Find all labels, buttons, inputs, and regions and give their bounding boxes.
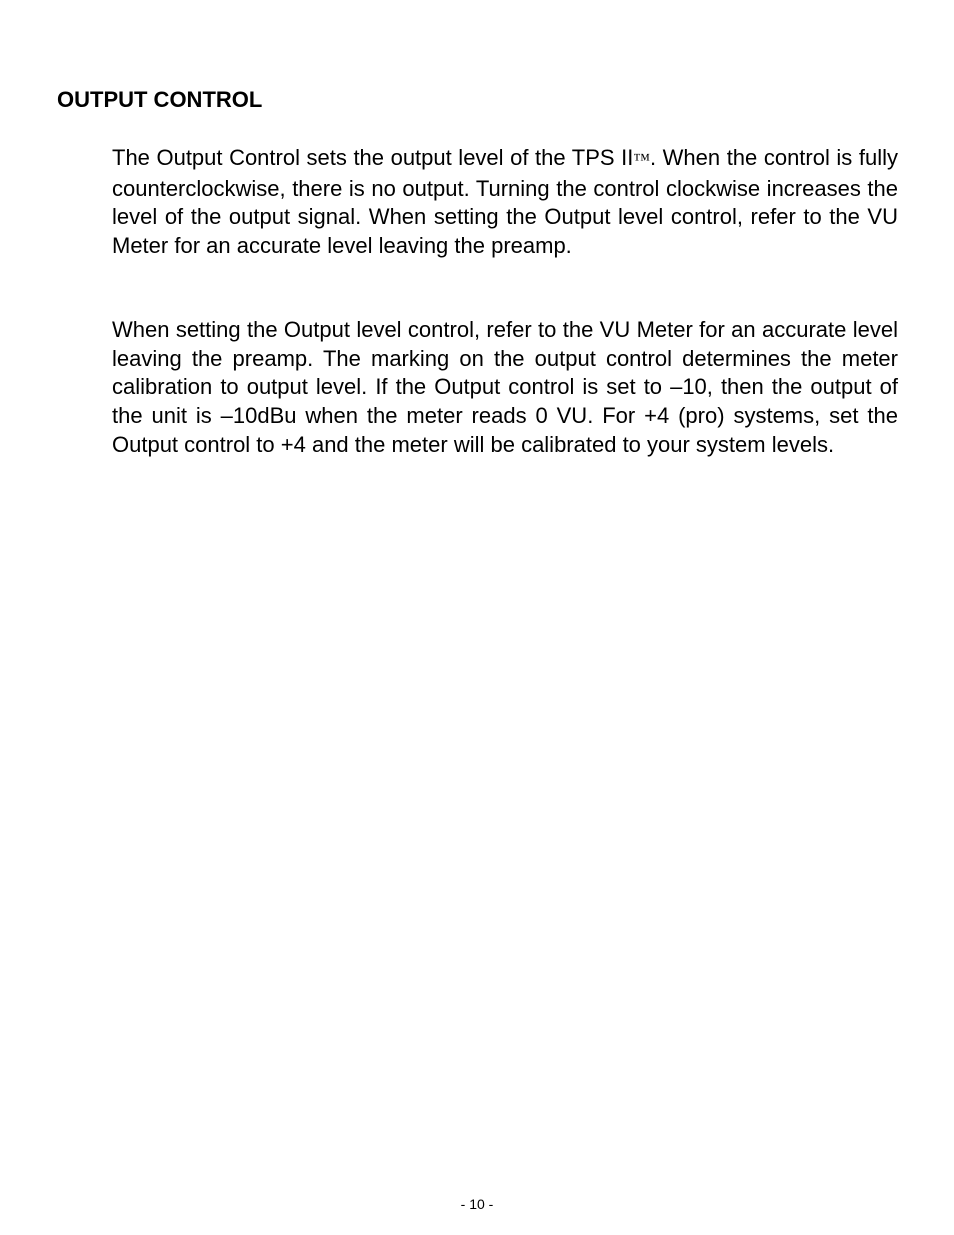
paragraph-meter-calibration: When setting the Output level control, refer to the VU Meter for an accurate level leaving the preamp. The marking on the output control determines the meter calibration to output level. If the Output control is set to –10, then the output of the unit is –10dBu when the meter reads 0 VU. For +4 (pro) systems, set the Output control to +4 and the meter will be calibrated to your system levels. [112,317,898,457]
paragraph-1-text-end: . When the control is fully counterclockwise, there is no output. Turning the control clockwise increases the level of the output signal. When setting the Output level control, refer to the VU Meter for an accurate level leaving the preamp. [112,145,898,259]
section-heading: OUTPUT CONTROL [57,87,263,112]
trademark-symbol: ™ [633,150,650,169]
page-number: - 10 - [460,1196,494,1212]
paragraph-output-control-intro [112,144,898,261]
paragraph-1-text-start: The Output Control sets the output level of the TPS II [112,145,634,170]
